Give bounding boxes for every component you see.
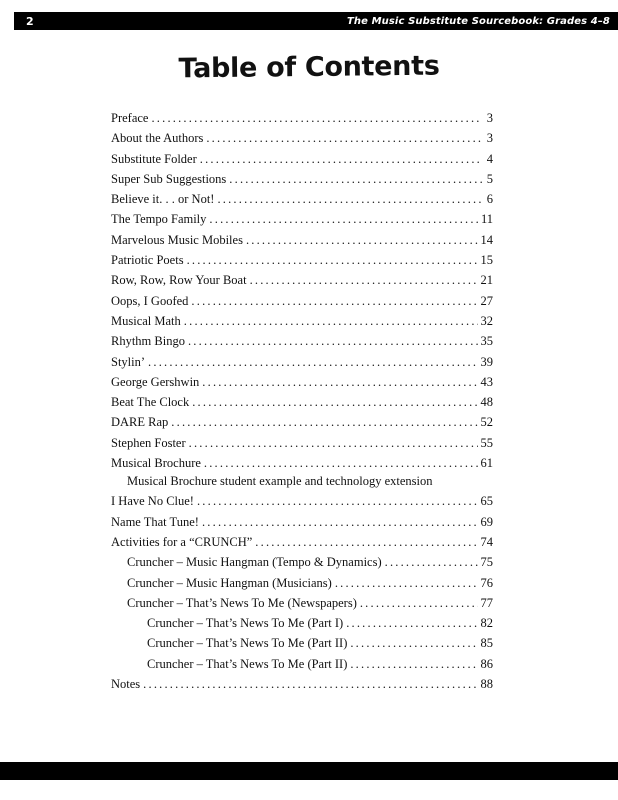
toc-entry[interactable] (111, 250, 493, 270)
toc-entry[interactable] (111, 633, 493, 653)
toc-entry-page: 3 (486, 131, 493, 146)
toc-entry[interactable] (111, 573, 493, 593)
toc-entry-label: Oops, I Goofed (111, 293, 189, 308)
toc-entry-label: Cruncher – That’s News To Me (Newspapers) (127, 595, 357, 610)
toc-main-section (111, 108, 493, 473)
footer-bar (0, 762, 618, 780)
toc-entry-label: Substitute Folder (111, 151, 197, 166)
toc-entry-label: George Gershwin (111, 374, 200, 389)
toc-entry-label: Cruncher – That’s News To Me (Part I) (147, 616, 344, 631)
toc-entry[interactable] (111, 169, 493, 189)
toc-leader-dots (350, 654, 477, 674)
toc-entry-label: Cruncher – Music Hangman (Tempo & Dynamics) (127, 555, 382, 570)
toc-entry[interactable] (111, 412, 493, 432)
toc-entry-label: Super Sub Suggestions (111, 171, 227, 186)
toc-entry[interactable] (111, 209, 493, 229)
toc-leader-dots (192, 392, 477, 412)
toc-entry-page: 65 (480, 494, 493, 509)
toc-leader-dots (229, 169, 482, 189)
toc-entry-label: Musical Math (111, 313, 181, 328)
toc-entry-page: 61 (480, 456, 493, 471)
toc-leader-dots (255, 532, 477, 552)
toc-entry-page: 52 (480, 415, 493, 430)
toc-entry[interactable] (111, 532, 493, 552)
toc-entry[interactable] (111, 108, 493, 128)
toc-entry-page: 15 (480, 253, 493, 268)
toc-entry-page: 11 (480, 212, 493, 227)
toc-leader-dots (151, 108, 482, 128)
toc-continued-section (111, 491, 493, 552)
toc-leader-dots (385, 552, 478, 572)
toc-entry-label: Cruncher – That’s News To Me (Part II) (147, 636, 348, 651)
toc-entry-page: 5 (486, 171, 493, 186)
toc-leader-dots (148, 352, 477, 372)
toc-entry-page: 39 (480, 354, 493, 369)
toc-entry[interactable] (111, 392, 493, 412)
toc-entry-page: 88 (480, 677, 493, 692)
toc-entry-label: Believe it. . . or Not! (111, 192, 215, 207)
toc-entry-label: Rhythm Bingo (111, 334, 185, 349)
toc-leader-dots (184, 311, 478, 331)
toc-entry-page: 27 (480, 293, 493, 308)
toc-entry[interactable] (111, 593, 493, 613)
toc-leader-dots (202, 512, 478, 532)
running-header (14, 12, 618, 30)
toc-entry[interactable] (111, 433, 493, 453)
toc-entry[interactable] (111, 189, 493, 209)
toc-entry-label: Row, Row, Row Your Boat (111, 273, 247, 288)
toc-entry-label: The Tempo Family (111, 212, 207, 227)
toc-entry[interactable] (111, 552, 493, 572)
toc-entry-label: Notes (111, 677, 141, 692)
toc-leader-dots (171, 412, 477, 432)
toc-entry[interactable] (111, 128, 493, 148)
toc-leader-dots (350, 633, 477, 653)
toc-entry[interactable] (111, 491, 493, 511)
toc-crunch-section (111, 552, 493, 613)
toc-leader-dots (191, 291, 477, 311)
toc-entry-page: 74 (480, 534, 493, 549)
toc-entry[interactable] (111, 149, 493, 169)
toc-entry[interactable] (111, 512, 493, 532)
page-number: 2 (26, 14, 34, 28)
toc-leader-dots (187, 250, 478, 270)
toc-entry-page: 43 (480, 374, 493, 389)
brochure-note: Musical Brochure student example and technology extension (127, 474, 433, 489)
toc-entry-page: 48 (480, 395, 493, 410)
toc-entry-page: 21 (480, 273, 493, 288)
toc-entry-label: Activities for a “CRUNCH” (111, 534, 253, 549)
toc-leader-dots (346, 613, 477, 633)
toc-entry[interactable] (111, 453, 493, 473)
toc-entry-page: 55 (480, 435, 493, 450)
toc-leader-dots (143, 674, 477, 694)
toc-entry-label: Stylin’ (111, 354, 146, 369)
toc-entry-page: 77 (480, 595, 493, 610)
toc-entry[interactable] (111, 230, 493, 250)
toc-entry-label: Cruncher – That’s News To Me (Part II) (147, 656, 348, 671)
toc-leader-dots (360, 593, 478, 613)
toc-leader-dots (188, 331, 478, 351)
toc-entry-label: Name That Tune! (111, 514, 199, 529)
toc-entry[interactable] (111, 352, 493, 372)
toc-entry-page: 86 (480, 656, 493, 671)
toc-entry-label: DARE Rap (111, 415, 169, 430)
toc-entry-page: 85 (480, 636, 493, 651)
toc-entry-page: 82 (480, 616, 493, 631)
toc-entry-label: Stephen Foster (111, 435, 186, 450)
toc-entry-page: 14 (480, 232, 493, 247)
toc-entry-page: 4 (486, 151, 493, 166)
toc-entry-label: Preface (111, 111, 149, 125)
toc-entry-page: 6 (486, 192, 493, 207)
toc-entry-label: Cruncher – Music Hangman (Musicians) (127, 575, 332, 590)
toc-leader-dots (189, 433, 478, 453)
toc-news-section (111, 613, 493, 674)
toc-entry-page: 3 (486, 111, 493, 125)
book-title: The Music Substitute Sourcebook: Grades 4–8 (347, 15, 610, 27)
toc-entry[interactable] (111, 270, 493, 290)
toc-entry-label: Musical Brochure (111, 456, 201, 471)
toc-leader-dots (197, 491, 478, 511)
toc-entry[interactable] (111, 311, 493, 331)
toc-entry[interactable] (111, 331, 493, 351)
toc-entry-page: 76 (480, 575, 493, 590)
toc-leader-dots (217, 189, 482, 209)
toc-entry-page: 69 (480, 514, 493, 529)
toc-entry-label: About the Authors (111, 131, 204, 146)
toc-entry[interactable] (111, 372, 493, 392)
toc-entry[interactable] (111, 654, 493, 674)
toc-leader-dots (335, 573, 478, 593)
toc-leader-dots (250, 270, 478, 290)
toc-entry-page: 32 (480, 313, 493, 328)
toc-entry-notes[interactable] (111, 674, 493, 694)
toc-entry-label: Marvelous Music Mobiles (111, 232, 243, 247)
table-of-contents (111, 108, 493, 694)
toc-entry-page: 75 (480, 555, 493, 570)
toc-leader-dots (202, 372, 477, 392)
toc-entry-label: Patriotic Poets (111, 253, 184, 268)
toc-entry-label: Beat The Clock (111, 395, 190, 410)
page-title: Table of Contents (178, 50, 440, 85)
toc-leader-dots (246, 230, 478, 250)
toc-entry[interactable] (111, 291, 493, 311)
toc-entry[interactable] (111, 613, 493, 633)
toc-leader-dots (206, 128, 482, 148)
toc-entry-page: 35 (480, 334, 493, 349)
toc-entry-label: I Have No Clue! (111, 494, 194, 509)
toc-leader-dots (209, 209, 478, 229)
toc-leader-dots (204, 453, 478, 473)
toc-leader-dots (200, 149, 482, 169)
